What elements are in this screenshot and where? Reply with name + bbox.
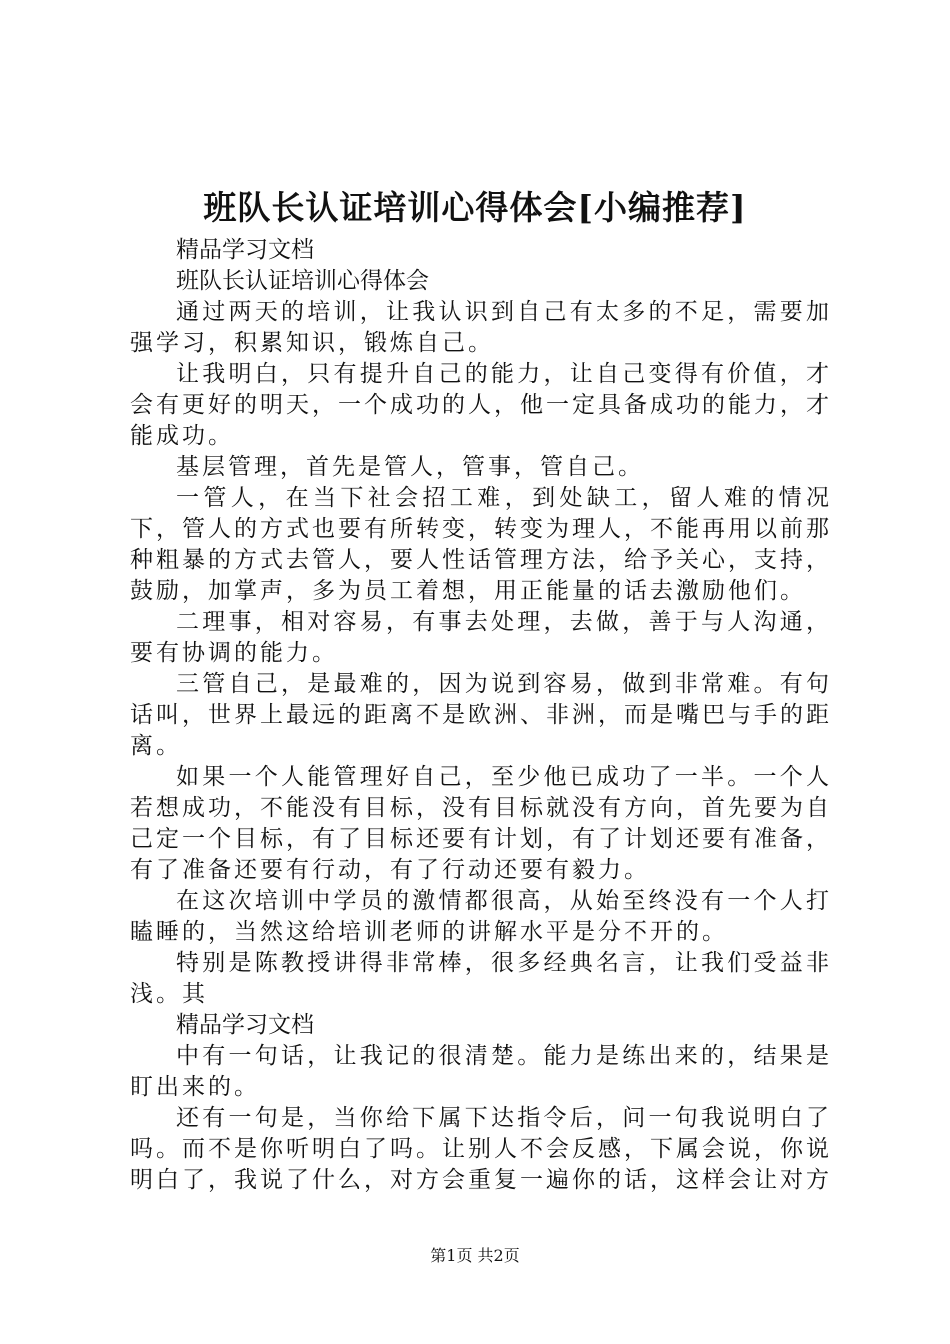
- paragraph: 基层管理，首先是管人，管事，管自己。: [176, 454, 644, 480]
- doc-header-label: 精品学习文档: [176, 1012, 314, 1038]
- paragraph: 特别是陈教授讲得非常棒，很多经典名言，让我们受益非浅。其: [130, 950, 832, 1007]
- paragraph: 还有一句是，当你给下属下达指令后，问一句我说明白了吗。而不是你听明白了吗。让别人不会反感，下属会说，你说明白了，我说了什么，对方会重复一遍你的话，这样会让对方: [130, 1105, 832, 1193]
- paragraph: 通过两天的培训，让我认识到自己有太多的不足，需要加强学习，积累知识，锻炼自己。: [130, 299, 832, 356]
- document-body: [130, 235, 832, 1196]
- paragraph: 中有一句话，让我记的很清楚。能力是练出来的，结果是盯出来的。: [130, 1043, 832, 1100]
- paragraph: 如果一个人能管理好自己，至少他已成功了一半。一个人若想成功，不能没有目标，没有目标就没有方向，首先要为自己定一个目标，有了目标还要有计划，有了计划还要有准备，有了准备还要有行动，有了行动还要有毅力。: [130, 764, 832, 883]
- paragraph: 三管自己，是最难的，因为说到容易，做到非常难。有句话叫，世界上最远的距离不是欧洲、非洲，而是嘴巴与手的距离。: [130, 671, 832, 759]
- paragraph: 二理事，相对容易，有事去处理，去做，善于与人沟通，要有协调的能力。: [130, 609, 832, 666]
- document-title: 班队长认证培训心得体会[小编推荐]: [203, 188, 747, 227]
- page-footer: 第1页 共2页: [430, 1246, 520, 1265]
- paragraph: 在这次培训中学员的激情都很高，从始至终没有一个人打瞌睡的，当然这给培训老师的讲解水平是分不开的。: [130, 888, 832, 945]
- doc-subtitle: 班队长认证培训心得体会: [176, 268, 429, 294]
- paragraph: 让我明白，只有提升自己的能力，让自己变得有价值，才会有更好的明天，一个成功的人，他一定具备成功的能力，才能成功。: [130, 361, 832, 449]
- paragraph: 一管人，在当下社会招工难，到处缺工，留人难的情况下，管人的方式也要有所转变，转变为理人，不能再用以前那种粗暴的方式去管人，要人性话管理方法，给予关心，支持，鼓励，加掌声，多为员工着想，用正能量的话去激励他们。: [130, 485, 832, 604]
- doc-header-label: 精品学习文档: [176, 237, 314, 263]
